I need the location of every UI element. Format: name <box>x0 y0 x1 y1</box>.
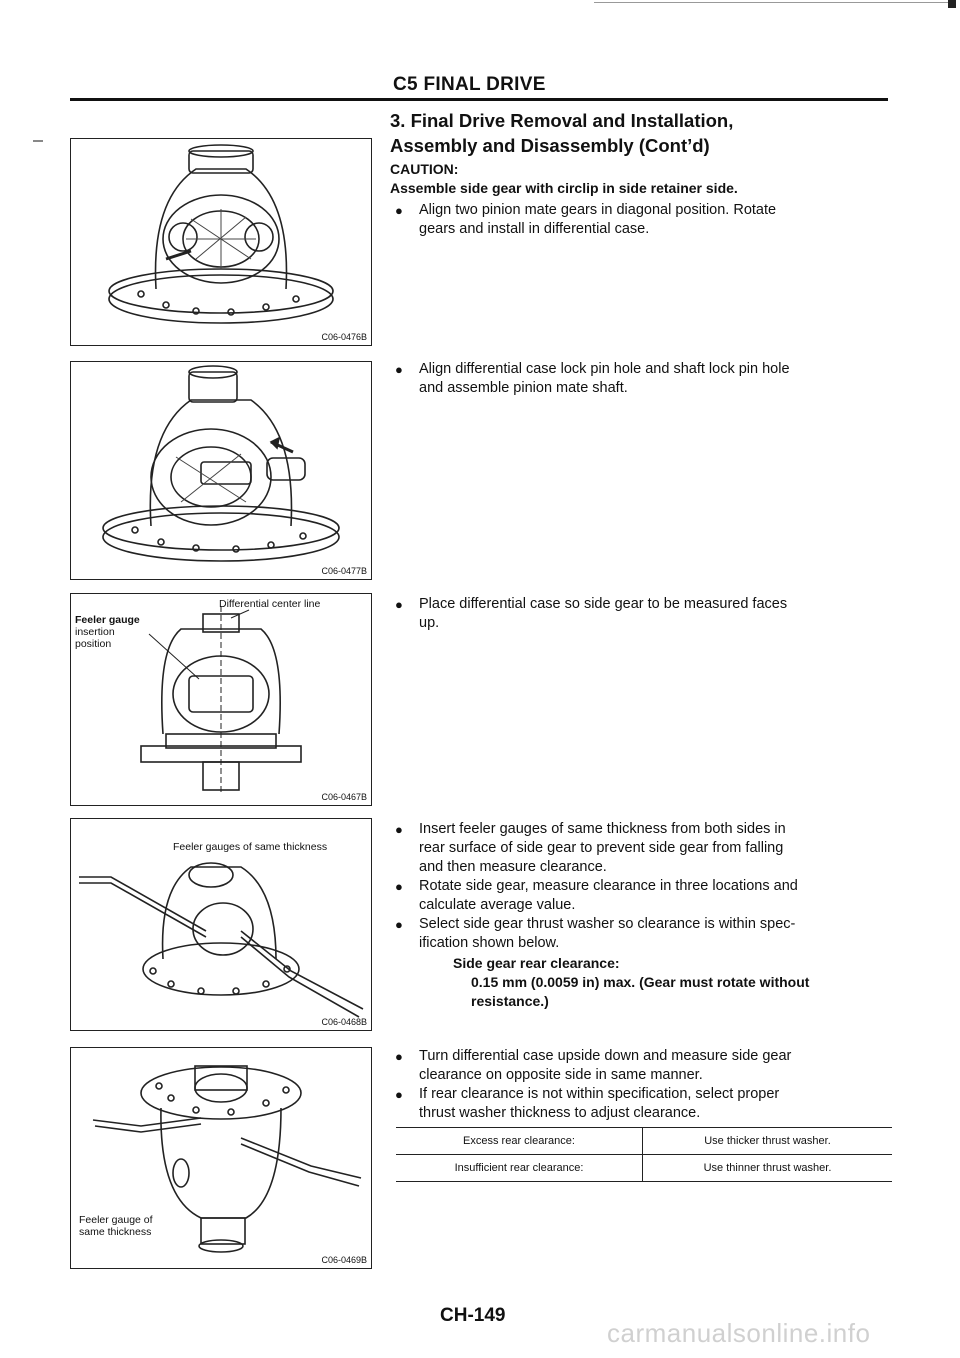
bullet-dot: ● <box>395 879 403 894</box>
caution-text: Assemble side gear with circlip in side retainer side. <box>390 180 738 196</box>
bullet-dot: ● <box>395 1087 403 1102</box>
label-center-line: Differential center line <box>219 598 321 610</box>
section-title-line2: Assembly and Disassembly (Cont’d) <box>390 135 710 156</box>
label-gauge-line1: Feeler gauge <box>75 614 140 626</box>
spec-value-line1: 0.15 mm (0.0059 in) max. (Gear must rotate without <box>471 974 810 990</box>
table-row <box>396 1128 892 1154</box>
step-line: Select side gear thrust washer so clearance is within spec- <box>419 916 796 932</box>
watermark: carmanualsonline.info <box>607 1318 871 1348</box>
figure-pinion-gears <box>70 138 372 346</box>
header-rule <box>70 98 888 101</box>
step-rotate-gear <box>395 877 895 915</box>
step-line: Align differential case lock pin hole and shaft lock pin hole <box>419 361 790 377</box>
step-line: and then measure clearance. <box>419 859 607 875</box>
figure-opposite-side <box>70 1047 372 1269</box>
page-number: CH-149 <box>440 1305 506 1326</box>
top-scan-mark <box>948 0 956 8</box>
step-line: rear surface of side gear to prevent side gear from falling <box>419 840 784 856</box>
figure-code: C06-0476B <box>321 332 367 342</box>
top-scan-line <box>594 2 954 3</box>
figure-code: C06-0468B <box>321 1017 367 1027</box>
table-row <box>396 1154 892 1181</box>
differential-case-illustration <box>71 139 371 345</box>
feeler-gauge-right <box>241 931 363 1009</box>
bullet-dot: ● <box>395 917 403 932</box>
step-line: gears and install in differential case. <box>419 221 650 237</box>
differential-shaft-illustration <box>71 362 371 579</box>
bullet-dot: ● <box>395 1049 403 1064</box>
figure-center-line <box>70 593 372 806</box>
step-turn-case <box>395 1047 895 1085</box>
label-gauge-line2: insertion <box>75 626 115 638</box>
step-align-pinion <box>395 201 895 239</box>
step-line: Rotate side gear, measure clearance in three locations and <box>419 878 798 894</box>
spec-value-line2: resistance.) <box>471 993 549 1009</box>
bullet-dot: ● <box>395 362 403 377</box>
page-header-title: C5 FINAL DRIVE <box>393 74 546 95</box>
step-line: clearance on opposite side in same manner. <box>419 1067 703 1083</box>
figure-code: C06-0467B <box>321 792 367 802</box>
bullet-dot: ● <box>395 203 403 218</box>
caution-block <box>390 160 738 198</box>
pinion-shaft <box>267 458 305 480</box>
step-line: and assemble pinion mate shaft. <box>419 380 628 396</box>
step-align-lock-pin <box>395 360 895 398</box>
scan-speck <box>33 140 43 142</box>
step-line: Place differential case so side gear to be measured faces <box>419 596 788 612</box>
step-select-washer <box>395 915 895 953</box>
label-feeler-line1: Feeler gauge of <box>79 1214 153 1226</box>
step-line: Insert feeler gauges of same thickness from both sides in <box>419 821 786 837</box>
table-cell-action: Use thicker thrust washer. <box>704 1135 831 1147</box>
caution-label: CAUTION: <box>390 161 459 177</box>
figure-pinion-shaft <box>70 361 372 580</box>
figure-feeler-gauges <box>70 818 372 1031</box>
step-place-case <box>395 595 895 633</box>
step-line: If rear clearance is not within specification, select proper <box>419 1086 780 1102</box>
bullet-dot: ● <box>395 597 403 612</box>
bullet-dot: ● <box>395 822 403 837</box>
section-title <box>390 108 910 158</box>
step-line: up. <box>419 615 440 631</box>
spec-label: Side gear rear clearance: <box>453 955 620 971</box>
clearance-table <box>396 1127 892 1182</box>
label-feeler-gauges: Feeler gauges of same thickness <box>173 841 328 853</box>
spec-block <box>453 954 809 1011</box>
step-line: calculate average value. <box>419 897 576 913</box>
figure-code: C06-0469B <box>321 1255 367 1265</box>
label-gauge-line3: position <box>75 638 112 650</box>
table-cell-condition: Excess rear clearance: <box>396 1128 643 1154</box>
step-adjust-clearance <box>395 1085 895 1123</box>
step-line: thrust washer thickness to adjust clearance. <box>419 1105 701 1121</box>
step-line: Turn differential case upside down and measure side gear <box>419 1048 792 1064</box>
feeler-gauge-left <box>79 877 206 931</box>
figure-code: C06-0477B <box>321 566 367 576</box>
label-feeler-line2: same thickness <box>79 1226 152 1238</box>
step-insert-feeler <box>395 820 895 877</box>
table-cell-action: Use thinner thrust washer. <box>703 1162 832 1174</box>
section-title-line1: 3. Final Drive Removal and Installation, <box>390 110 734 131</box>
step-line: Align two pinion mate gears in diagonal position. Rotate <box>419 202 777 218</box>
table-cell-condition: Insufficient rear clearance: <box>396 1155 643 1181</box>
step-line: ification shown below. <box>419 935 560 951</box>
